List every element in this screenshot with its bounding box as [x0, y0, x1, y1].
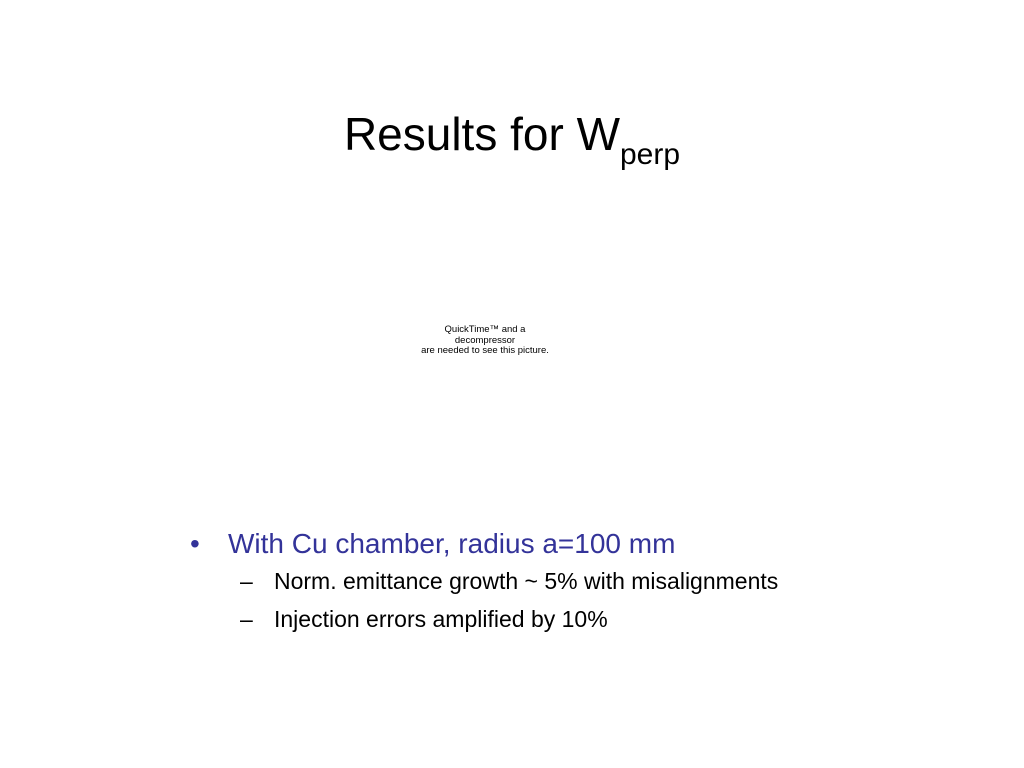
sub-bullet-list	[186, 566, 826, 634]
placeholder-line-2: decompressor	[454, 334, 516, 346]
placeholder-line-1: QuickTime™ and a	[444, 324, 526, 335]
slide-title-subscript: perp	[620, 138, 681, 171]
sub-bullet-item	[186, 604, 826, 634]
sub-bullet-item	[186, 566, 826, 596]
bullet-item	[186, 526, 826, 562]
sub-bullet-marker: –	[240, 568, 253, 594]
placeholder-line-3: are needed to see this picture.	[421, 345, 549, 356]
slide-title-main: Results for W	[343, 108, 620, 160]
sub-bullet-text: Injection errors amplified by 10%	[274, 606, 608, 632]
bullet-marker: •	[190, 528, 200, 559]
sub-bullet-text: Norm. emittance growth ~ 5% with misalignments	[274, 568, 779, 594]
slide-title	[0, 104, 1024, 171]
slide-body	[186, 526, 826, 642]
quicktime-placeholder	[400, 325, 570, 357]
sub-bullet-marker: –	[240, 606, 253, 632]
bullet-text: With Cu chamber, radius a=100 mm	[228, 528, 676, 559]
